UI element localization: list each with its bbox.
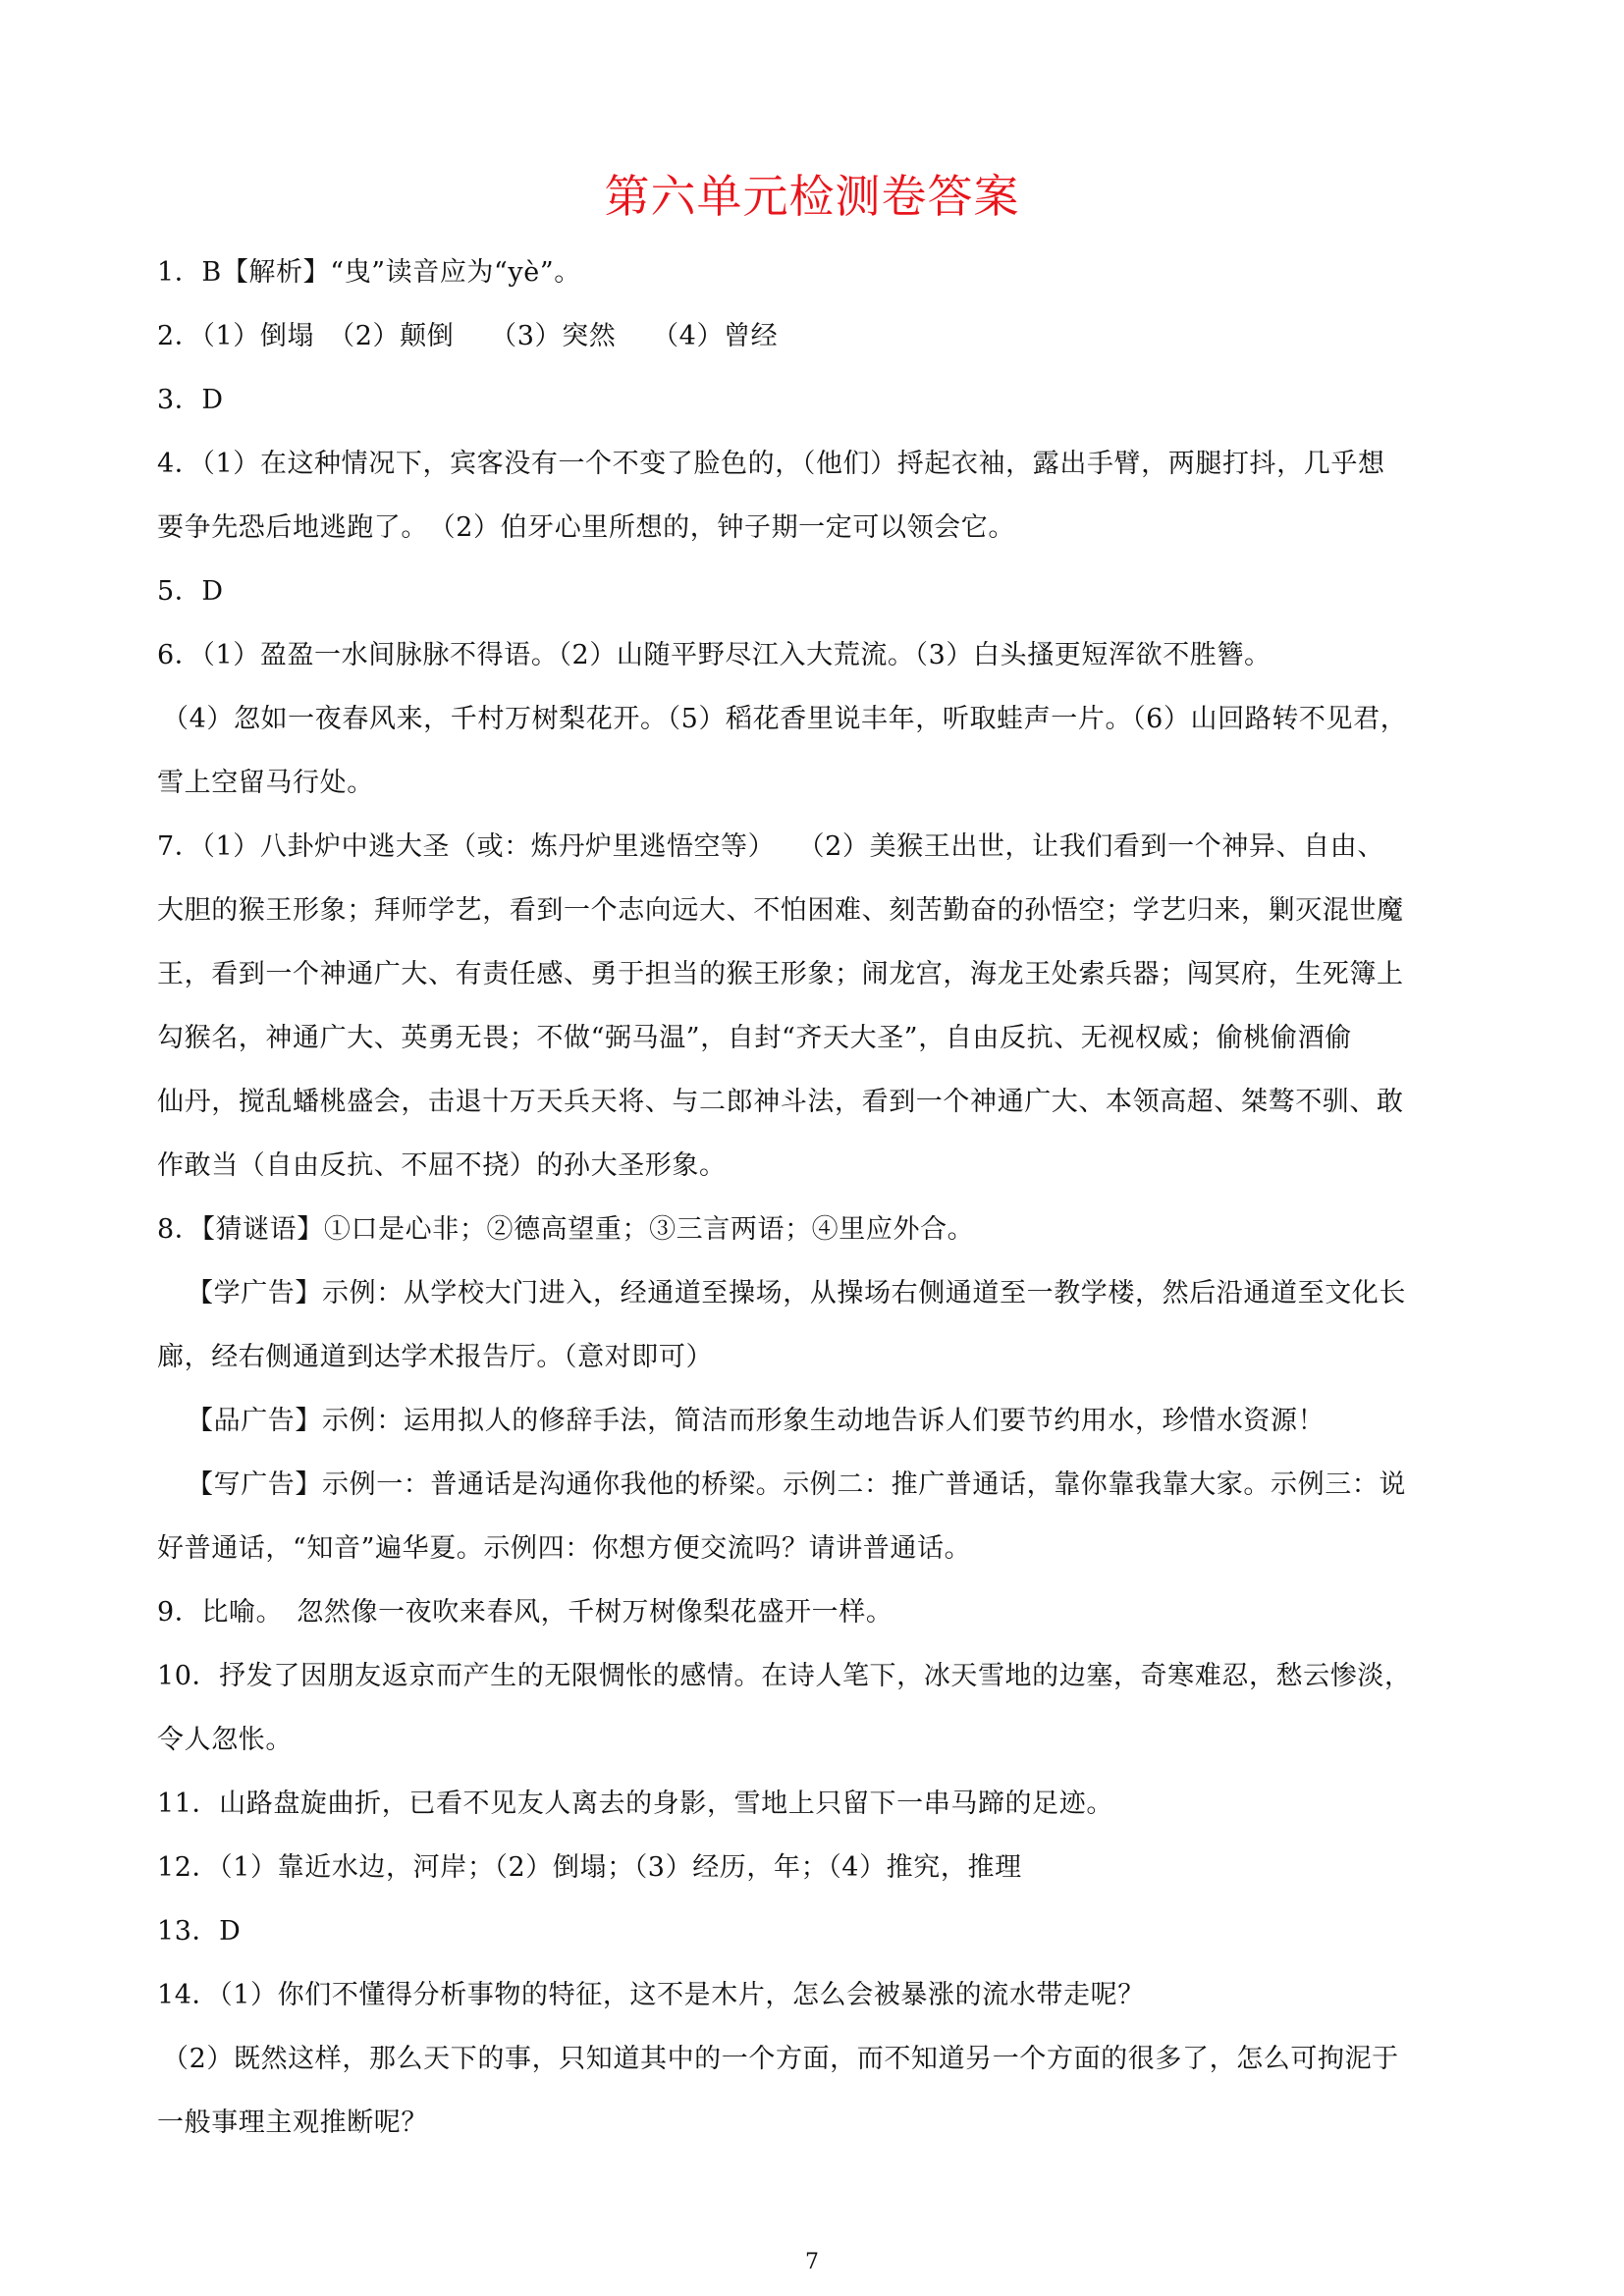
answer-9: 9．比喻。 忽然像一夜吹来春风，千树万树像梨花盛开一样。 [157,1597,893,1628]
page-title: 第六单元检测卷答案 [604,170,1020,223]
answer-6-line-1: 6．（1）盈盈一水间脉脉不得语。（2）山随平野尽江入大荒流。（3）白头搔更短浑欲不胜簪。 [157,640,1272,670]
answer-14-line-1: 14．（1）你们不懂得分析事物的特征，这不是木片，怎么会被暴涨的流水带走呢？ [157,1980,1145,2010]
answer-7-line-1: 7．（1）八卦炉中逃大圣（或：炼丹炉里逃悟空等） （2）美猴王出世，让我们看到一个神异、自由、 [157,831,1384,862]
page-number: 7 [805,2250,819,2274]
answer-13: 13．D [157,1916,242,1947]
answer-11: 11．山路盘旋曲折，已看不见友人离去的身影，雪地上只留下一串马蹄的足迹。 [157,1789,1113,1819]
answer-12: 12．（1）靠近水边，河岸；（2）倒塌；（3）经历，年；（4）推究，推理 [157,1852,1022,1883]
answer-8-line-5: 【写广告】示例一：普通话是沟通你我他的桥梁。示例二：推广普通话，靠你靠我靠大家。示例三：说 [187,1469,1406,1500]
answer-6-line-2: （4）忽如一夜春风来，千村万树梨花开。（5）稻花香里说丰年，听取蛙声一片。（6）山回路转不见君， [162,704,1408,734]
answer-7-line-4: 勾猴名，神通广大、英勇无畏；不做“弼马温”，自封“齐天大圣”，自由反抗、无视权威；偷桃偷酒偷 [157,1023,1352,1053]
answer-7-line-2: 大胆的猴王形象；拜师学艺，看到一个志向远大、不怕困难、刻苦勤奋的孙悟空；学艺归来，剿灭混世魔 [157,895,1404,926]
answer-4-line-2: 要争先恐后地逃跑了。 （2）伯牙心里所想的，钟子期一定可以领会它。 [157,512,1015,543]
answer-8-line-3: 廊，经右侧通道到达学术报告厅。（意对即可） [157,1342,714,1372]
answer-3: 3．D [157,385,224,415]
answer-7-line-6: 作敢当（自由反抗、不屈不挠）的孙大圣形象。 [157,1150,727,1181]
answer-5: 5．D [157,576,224,607]
answer-10-line-1: 10．抒发了因朋友返京而产生的无限惆怅的感情。在诗人笔下，冰天雪地的边塞，奇寒难忍，愁云惨淡， [157,1661,1412,1691]
answer-4-line-1: 4．（1）在这种情况下，宾客没有一个不变了脸色的，（他们）捋起衣袖，露出手臂，两腿打抖，几乎想 [157,449,1385,479]
answer-2: 2．（1）倒塌 （2）颠倒 （3）突然 （4）曾经 [157,321,779,351]
answer-8-line-2: 【学广告】示例：从学校大门进入，经通道至操场，从操场右侧通道至一教学楼，然后沿通道至文化长 [187,1278,1406,1308]
answer-8-line-6: 好普通话，“知音”遍华夏。示例四：你想方便交流吗？请讲普通话。 [157,1533,972,1564]
answer-1: 1．B【解析】“曳”读音应为“yè”。 [157,257,581,288]
answer-14-line-2: （2）既然这样，那么天下的事，只知道其中的一个方面，而不知道另一个方面的很多了，怎么可拘泥于 [162,2044,1399,2074]
answer-7-line-3: 王，看到一个神通广大、有责任感、勇于担当的猴王形象；闹龙宫，海龙王处索兵器；闯冥府，生死簿上 [157,959,1404,989]
answer-6-line-3: 雪上空留马行处。 [157,768,374,798]
answer-14-line-3: 一般事理主观推断呢？ [157,2108,428,2138]
answer-8-line-1: 8．【猜谜语】①口是心非；②德高望重；③三言两语；④里应外合。 [157,1214,975,1245]
answer-10-line-2: 令人忽怅。 [157,1725,293,1755]
answer-8-line-4: 【品广告】示例：运用拟人的修辞手法，简洁而形象生动地告诉人们要节约用水，珍惜水资源！ [187,1406,1326,1436]
answer-7-line-5: 仙丹，搅乱蟠桃盛会，击退十万天兵天将、与二郎神斗法，看到一个神通广大、本领高超、桀骜不驯、敢 [157,1087,1404,1117]
